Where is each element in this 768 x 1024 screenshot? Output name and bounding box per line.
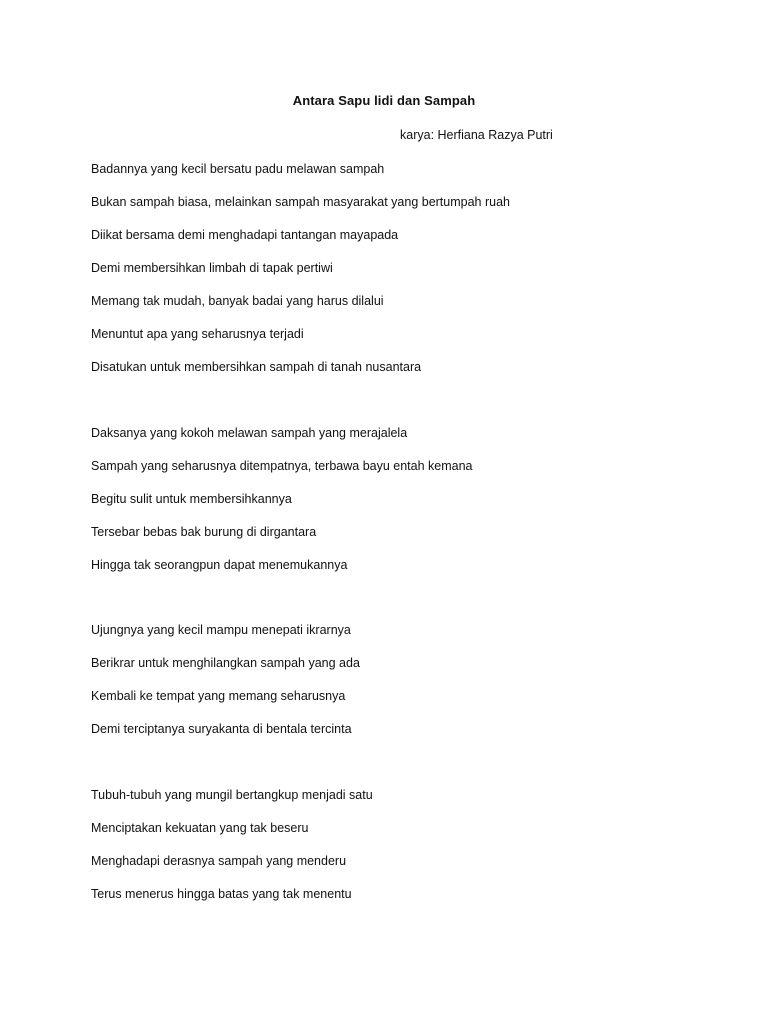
poem-line: Memang tak mudah, banyak badai yang harus dilalui — [91, 294, 384, 308]
poem-line: Berikrar untuk menghilangkan sampah yang ada — [91, 656, 360, 670]
poem-line: Disatukan untuk membersihkan sampah di tanah nusantara — [91, 360, 422, 374]
poem-line: Terus menerus hingga batas yang tak menentu — [91, 887, 352, 901]
poem-line: Badannya yang kecil bersatu padu melawan sampah — [91, 162, 385, 176]
poem-line: Ujungnya yang kecil mampu menepati ikrarnya — [91, 623, 351, 637]
poem-author: karya: Herfiana Razya Putri — [400, 128, 553, 142]
poem-line: Daksanya yang kokoh melawan sampah yang merajalela — [91, 426, 408, 440]
poem-line: Sampah yang seharusnya ditempatnya, terbawa bayu entah kemana — [91, 459, 473, 473]
poem-line: Menghadapi derasnya sampah yang menderu — [91, 854, 347, 868]
stanza-4 — [91, 787, 373, 919]
poem-line: Tersebar bebas bak burung di dirgantara — [91, 525, 317, 539]
stanza-2 — [91, 425, 473, 590]
poem-line: Begitu sulit untuk membersihkannya — [91, 492, 292, 506]
poem-line: Tubuh-tubuh yang mungil bertangkup menjadi satu — [91, 788, 373, 802]
poem-line: Demi membersihkan limbah di tapak pertiwi — [91, 261, 333, 275]
poem-line: Menciptakan kekuatan yang tak beseru — [91, 821, 309, 835]
poem-line: Bukan sampah biasa, melainkan sampah masyarakat yang bertumpah ruah — [91, 195, 510, 209]
poem-line: Diikat bersama demi menghadapi tantangan mayapada — [91, 228, 399, 242]
poem-line: Hingga tak seorangpun dapat menemukannya — [91, 558, 348, 572]
poem-line: Menuntut apa yang seharusnya terjadi — [91, 327, 304, 341]
poem-line: Kembali ke tempat yang memang seharusnya — [91, 689, 346, 703]
stanza-1 — [91, 161, 510, 392]
stanza-3 — [91, 622, 360, 754]
poem-title: Antara Sapu lidi dan Sampah — [292, 93, 476, 108]
poem-line: Demi terciptanya suryakanta di bentala tercinta — [91, 722, 352, 736]
